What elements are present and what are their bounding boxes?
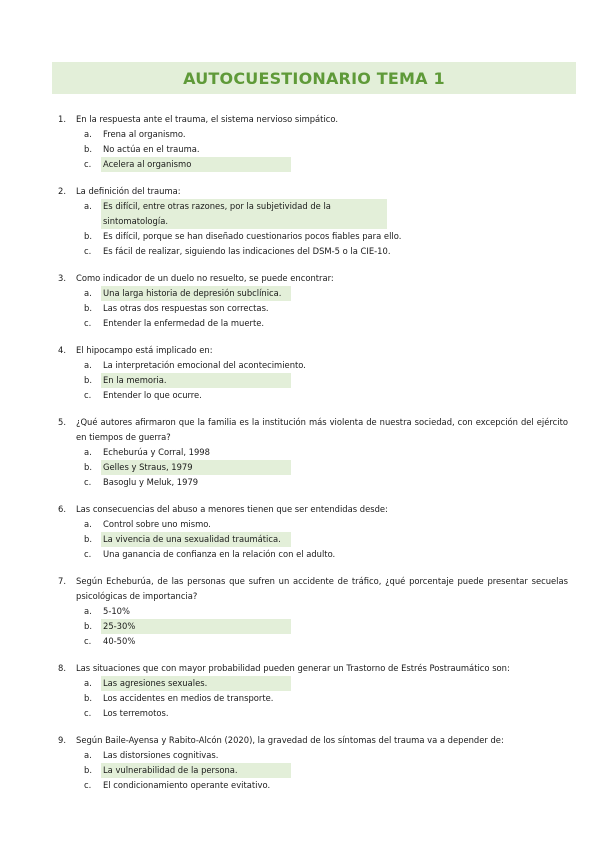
question-text: Las situaciones que con mayor probabilidad pueden generar un Trastorno de Estrés Postraumático son: <box>76 663 510 673</box>
option-text: Entender lo que ocurre. <box>103 390 202 400</box>
question-4 <box>58 343 568 403</box>
option-text: Una larga historia de depresión subclínica. <box>103 288 282 298</box>
option-letter: a. <box>84 678 92 688</box>
option-text: Es difícil, entre otras razones, por la subjetividad de la sintomatología. <box>103 201 331 226</box>
option-c <box>58 547 568 562</box>
option-letter: c. <box>84 477 92 487</box>
question-text: ¿Qué autores afirmaron que la familia es la institución más violenta de nuestra sociedad, con excepción del ejército en tiempos de guerra? <box>76 417 568 442</box>
question-1 <box>58 112 568 172</box>
option-letter: c. <box>84 390 92 400</box>
option-text: El condicionamiento operante evitativo. <box>103 780 271 790</box>
question-3 <box>58 271 568 331</box>
option-letter: a. <box>84 288 92 298</box>
option-letter: a. <box>84 129 92 139</box>
option-b <box>58 142 568 157</box>
question-text: El hipocampo está implicado en: <box>76 345 213 355</box>
answer-highlight <box>101 460 291 475</box>
question-number: 6. <box>58 504 66 514</box>
option-letter: b. <box>84 534 92 544</box>
option-letter: c. <box>84 708 92 718</box>
option-b-highlighted <box>58 373 568 388</box>
option-text: Es fácil de realizar, siguiendo las indicaciones del DSM-5 o la CIE-10. <box>103 246 391 256</box>
option-letter: b. <box>84 765 92 775</box>
option-text: Los terremotos. <box>103 708 169 718</box>
option-b-highlighted <box>58 619 568 634</box>
option-text: Es difícil, porque se han diseñado cuestionarios pocos fiables para ello. <box>103 231 402 241</box>
option-a <box>58 748 568 763</box>
option-a-highlighted <box>58 286 568 301</box>
question-7 <box>58 574 568 649</box>
option-a <box>58 358 568 373</box>
option-text: Acelera al organismo <box>103 159 192 169</box>
question-number: 2. <box>58 186 66 196</box>
question-text: Según Baile-Ayensa y Rabito-Alcón (2020), la gravedad de los síntomas del trauma va a depender de: <box>76 735 504 745</box>
option-text: Una ganancia de confianza en la relación con el adulto. <box>103 549 336 559</box>
option-text: En la memoria. <box>103 375 167 385</box>
option-a <box>58 127 568 142</box>
option-a-highlighted <box>58 676 568 691</box>
question-9 <box>58 733 568 793</box>
option-letter: b. <box>84 462 92 472</box>
option-letter: b. <box>84 144 92 154</box>
option-a <box>58 517 568 532</box>
question-number: 3. <box>58 273 66 283</box>
option-letter: a. <box>84 360 92 370</box>
option-c <box>58 244 568 259</box>
option-letter: c. <box>84 636 92 646</box>
question-number: 1. <box>58 114 66 124</box>
question-number: 9. <box>58 735 66 745</box>
option-letter: a. <box>84 750 92 760</box>
option-letter: b. <box>84 375 92 385</box>
answer-highlight <box>101 763 291 778</box>
option-b <box>58 301 568 316</box>
title-banner <box>52 62 576 94</box>
answer-highlight <box>101 157 291 172</box>
option-text: Las agresiones sexuales. <box>103 678 208 688</box>
option-letter: c. <box>84 318 92 328</box>
question-number: 4. <box>58 345 66 355</box>
option-b-highlighted <box>58 460 568 475</box>
option-text: 40-50% <box>103 636 136 646</box>
answer-highlight <box>101 619 291 634</box>
option-a <box>58 604 568 619</box>
option-b <box>58 691 568 706</box>
option-c-highlighted <box>58 157 568 172</box>
option-letter: a. <box>84 201 92 211</box>
option-text: La vivencia de una sexualidad traumática. <box>103 534 281 544</box>
question-text: Como indicador de un duelo no resuelto, se puede encontrar: <box>76 273 334 283</box>
option-c <box>58 778 568 793</box>
option-letter: a. <box>84 447 92 457</box>
option-letter: a. <box>84 606 92 616</box>
option-letter: c. <box>84 549 92 559</box>
option-text: Los accidentes en medios de transporte. <box>103 693 274 703</box>
option-letter: c. <box>84 159 92 169</box>
question-text: Según Echeburúa, de las personas que sufren un accidente de tráfico, ¿qué porcentaje puede presentar secuelas psicológicas de importancia? <box>76 576 568 601</box>
option-text: 25-30% <box>103 621 136 631</box>
answer-highlight <box>101 286 291 301</box>
question-text: La definición del trauma: <box>76 186 181 196</box>
question-list <box>58 112 568 805</box>
option-text: La interpretación emocional del acontecimiento. <box>103 360 306 370</box>
option-letter: b. <box>84 303 92 313</box>
page-title: AUTOCUESTIONARIO TEMA 1 <box>183 68 445 88</box>
question-8 <box>58 661 568 721</box>
option-c <box>58 475 568 490</box>
option-text: Gelles y Straus, 1979 <box>103 462 193 472</box>
option-a <box>58 445 568 460</box>
question-number: 5. <box>58 417 66 427</box>
option-c <box>58 388 568 403</box>
option-letter: b. <box>84 231 92 241</box>
option-text: La vulnerabilidad de la persona. <box>103 765 238 775</box>
answer-highlight <box>101 199 387 229</box>
question-5 <box>58 415 568 490</box>
option-text: Entender la enfermedad de la muerte. <box>103 318 265 328</box>
option-text: Las otras dos respuestas son correctas. <box>103 303 269 313</box>
question-text: Las consecuencias del abuso a menores tienen que ser entendidas desde: <box>76 504 388 514</box>
option-c <box>58 706 568 721</box>
option-text: 5-10% <box>103 606 130 616</box>
option-text: Control sobre uno mismo. <box>103 519 211 529</box>
option-text: Basoglu y Meluk, 1979 <box>103 477 199 487</box>
option-text: No actúa en el trauma. <box>103 144 200 154</box>
option-b <box>58 229 568 244</box>
option-b-highlighted <box>58 532 568 547</box>
answer-highlight <box>101 532 291 547</box>
question-number: 7. <box>58 576 66 586</box>
option-text: Echeburúa y Corral, 1998 <box>103 447 210 457</box>
option-letter: b. <box>84 621 92 631</box>
option-letter: c. <box>84 780 92 790</box>
option-letter: a. <box>84 519 92 529</box>
option-letter: c. <box>84 246 92 256</box>
question-6 <box>58 502 568 562</box>
option-text: Frena al organismo. <box>103 129 186 139</box>
question-text: En la respuesta ante el trauma, el sistema nervioso simpático. <box>76 114 339 124</box>
question-2 <box>58 184 568 259</box>
option-b-highlighted <box>58 763 568 778</box>
option-a-highlighted <box>58 199 568 229</box>
question-number: 8. <box>58 663 66 673</box>
answer-highlight <box>101 676 291 691</box>
answer-highlight <box>101 373 291 388</box>
option-c <box>58 634 568 649</box>
option-c <box>58 316 568 331</box>
option-letter: b. <box>84 693 92 703</box>
option-text: Las distorsiones cognitivas. <box>103 750 219 760</box>
